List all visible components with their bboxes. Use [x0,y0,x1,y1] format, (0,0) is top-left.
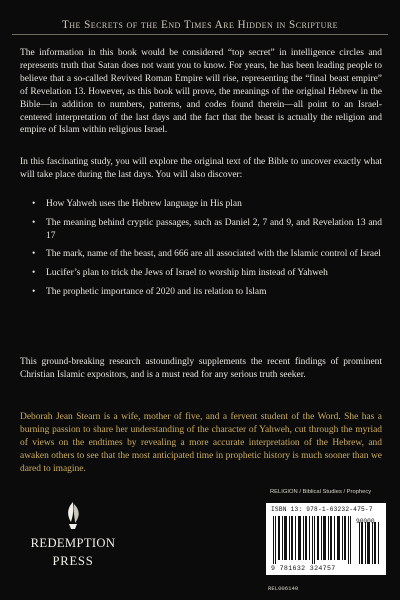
dove-icon [62,500,84,530]
list-item [32,267,382,280]
list-item [32,286,382,299]
heading-divider [12,34,388,35]
isbn-label: ISBN 13: 978-1-63232-475-7 [271,506,373,513]
list-item [32,217,382,243]
ean-digits: 9 781632 324757 [271,565,336,572]
bullet-icon: • [32,217,36,228]
addon-code: 90000 [356,518,375,525]
bullet-icon: • [32,268,36,279]
bullet-icon: • [32,286,36,297]
list-item-text: The prophetic importance of 2020 and its relation to Islam [46,286,267,297]
book-category: RELIGION / Biblical Studies / Prophecy [270,489,372,495]
list-item [32,198,382,211]
subject-code: REL006140 [268,585,299,592]
discover-list [32,198,382,304]
list-item [32,248,382,261]
list-item-text: The mark, name of the beast, and 666 are all associated with the Islamic control of Israel [46,249,381,260]
intro-paragraph: The information in this book would be considered “top secret” in intelligence circles and represents truth that Satan does not want you to know. For years, he has been leading people to believe that a so-called Revived Roman Empire will rise, representing the “final beast empire” of Revelation 13. However, as this book will prove, the meanings of the original Hebrew in the Bible—in addition to numbers, patterns, and codes found therein—all point to an Israel-centered interpretation of the last days and the fact that the beast is actually the religion and empire of Islam within religious Israel. [20,48,382,136]
author-bio: Deborah Jean Stearn is a wife, mother of five, and a fervent student of the Word. She has a burning passion to share her understanding of the character of Yahweh, cut through the myriad of views on the endtimes by revealing a more accurate interpretation of the Hebrew, and awaken others to see that the most anticipated time in prophetic history is much sooner than we dared to imagine. [20,412,382,474]
list-item-text: Lucifer’s plan to trick the Jews of Israel to worship him instead of Yahweh [46,268,328,279]
bullet-icon: • [32,199,36,209]
research-paragraph: This ground-breaking research astoundingly supplements the recent findings of prominent Christian Islamic expositors, and is a must read for any serious truth seeker. [20,357,382,380]
barcode-block [266,503,386,575]
list-item-text: The meaning behind cryptic passages, such as Daniel 2, 7 and 9, and Revelation 13 and 17 [46,217,382,241]
publisher-sub: PRESS [52,554,94,568]
list-item-text: How Yahweh uses the Hebrew language in His plan [46,199,242,209]
publisher-logo [30,500,115,580]
study-paragraph: In this fascinating study, you will explore the original text of the Bible to uncover exactly what will take place during the last days. You will also discover: [20,157,382,180]
bullet-icon: • [32,249,36,260]
cover-heading: The Secrets of the End Times Are Hidden in Scripture [62,19,338,31]
publisher-name: REDEMPTION [30,536,116,550]
